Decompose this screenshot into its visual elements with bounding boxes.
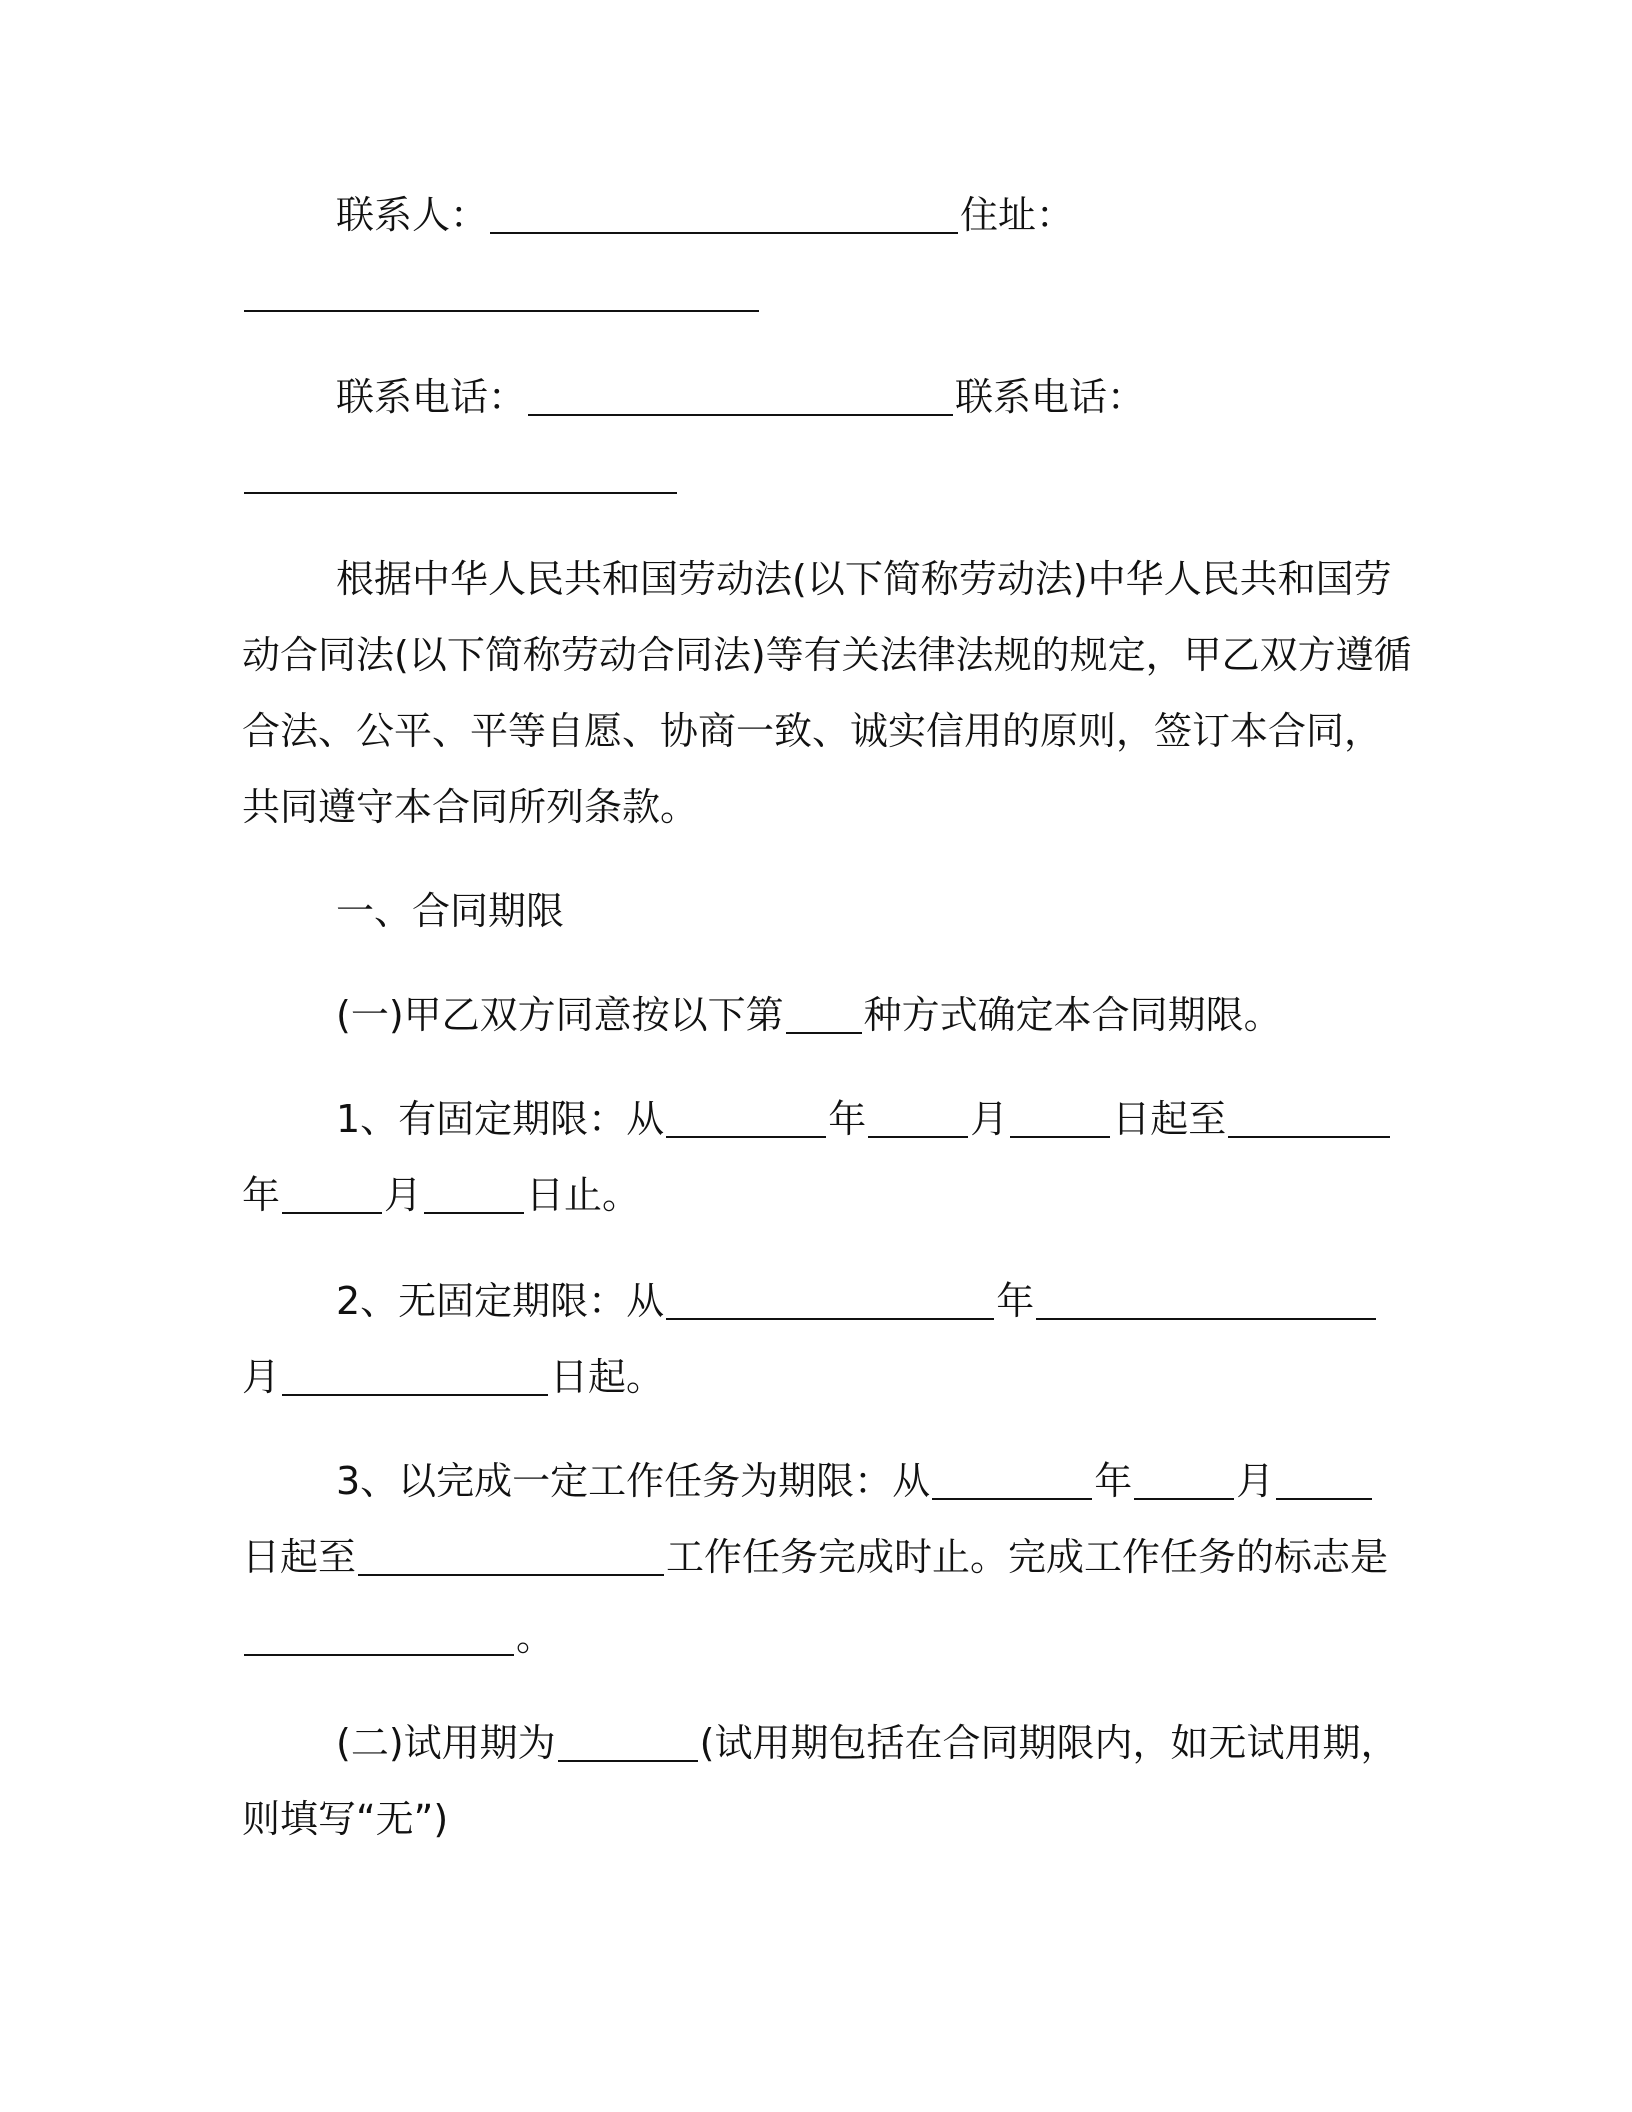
fixed-start-month-blank[interactable] (868, 1102, 968, 1138)
intro-line-2: 动合同法(以下简称劳动合同法)等有关法律法规的规定，甲乙双方遵循 (242, 633, 1412, 677)
probation-line-1 (336, 1718, 1398, 1768)
intro-line-3: 合法、公平、平等自愿、协商一致、诚实信用的原则，签订本合同， (242, 709, 1383, 753)
phone-line (336, 372, 1145, 422)
section-heading: 一、合同期限 (336, 889, 565, 933)
term-method-suffix: 种方式确定本合同期限。 (863, 993, 1282, 1037)
address-blank-line (242, 268, 761, 318)
year-label: 年 (996, 1279, 1035, 1323)
year-label: 年 (242, 1173, 281, 1217)
term-method-line (336, 990, 1282, 1040)
open-start-year-blank[interactable] (666, 1284, 994, 1320)
probation-suffix: (试用期包括在合同期限内，如无试用期， (699, 1721, 1399, 1765)
task-term-line-3 (242, 1612, 554, 1662)
year-label: 年 (828, 1097, 867, 1141)
task-term-line-1 (336, 1456, 1374, 1506)
task-end-blank[interactable] (358, 1540, 664, 1576)
term-method-blank[interactable] (786, 998, 862, 1034)
open-start-day-blank[interactable] (282, 1360, 548, 1396)
contact-person-blank[interactable] (490, 198, 958, 234)
fixed-end-month-blank[interactable] (282, 1178, 382, 1214)
phone-blank-line (242, 450, 679, 500)
task-term-line-2 (242, 1532, 1388, 1582)
open-start-month-blank[interactable] (1036, 1284, 1376, 1320)
day-start-label: 日起。 (550, 1355, 665, 1399)
open-term-line-1 (336, 1276, 1378, 1326)
year-label: 年 (1094, 1459, 1133, 1503)
task-mid-text: 工作任务完成时止。完成工作任务的标志是 (666, 1535, 1389, 1579)
open-term-prefix: 2、无固定期限：从 (336, 1279, 665, 1323)
period-end: 。 (516, 1615, 555, 1659)
fixed-term-line-2 (242, 1170, 640, 1220)
month-label: 月 (242, 1355, 281, 1399)
probation-blank[interactable] (558, 1726, 698, 1762)
day-end-label: 日止。 (526, 1173, 641, 1217)
term-method-prefix: (一)甲乙双方同意按以下第 (336, 993, 784, 1037)
probation-prefix: (二)试用期为 (336, 1721, 556, 1765)
task-completion-mark-blank[interactable] (244, 1620, 514, 1656)
intro-line-1: 根据中华人民共和国劳动法(以下简称劳动法)中华人民共和国劳 (336, 557, 1392, 601)
fixed-term-line-1 (336, 1094, 1392, 1144)
month-label: 月 (970, 1097, 1009, 1141)
month-label: 月 (1236, 1459, 1275, 1503)
address-label: 住址： (960, 193, 1075, 237)
address-blank[interactable] (244, 276, 759, 312)
probation-line-2: 则填写“无”) (242, 1797, 449, 1841)
task-start-month-blank[interactable] (1134, 1464, 1234, 1500)
phone-blank-1[interactable] (528, 380, 953, 416)
intro-line-4: 共同遵守本合同所列条款。 (242, 785, 699, 829)
phone-label-1: 联系电话： (336, 375, 527, 419)
month-label: 月 (384, 1173, 423, 1217)
contact-person-label: 联系人： (336, 193, 489, 237)
fixed-start-year-blank[interactable] (666, 1102, 826, 1138)
day-from-to-label: 日起至 (1112, 1097, 1227, 1141)
fixed-end-day-blank[interactable] (424, 1178, 524, 1214)
contact-person-line (336, 190, 1074, 240)
open-term-line-2 (242, 1352, 664, 1402)
task-term-prefix: 3、以完成一定工作任务为期限：从 (336, 1459, 931, 1503)
phone-label-2: 联系电话： (955, 375, 1146, 419)
task-start-year-blank[interactable] (932, 1464, 1092, 1500)
fixed-end-year-blank[interactable] (1228, 1102, 1390, 1138)
fixed-term-prefix: 1、有固定期限：从 (336, 1097, 665, 1141)
phone-blank-2[interactable] (244, 458, 677, 494)
day-from-to-label: 日起至 (242, 1535, 357, 1579)
fixed-start-day-blank[interactable] (1010, 1102, 1110, 1138)
task-start-day-blank[interactable] (1276, 1464, 1372, 1500)
